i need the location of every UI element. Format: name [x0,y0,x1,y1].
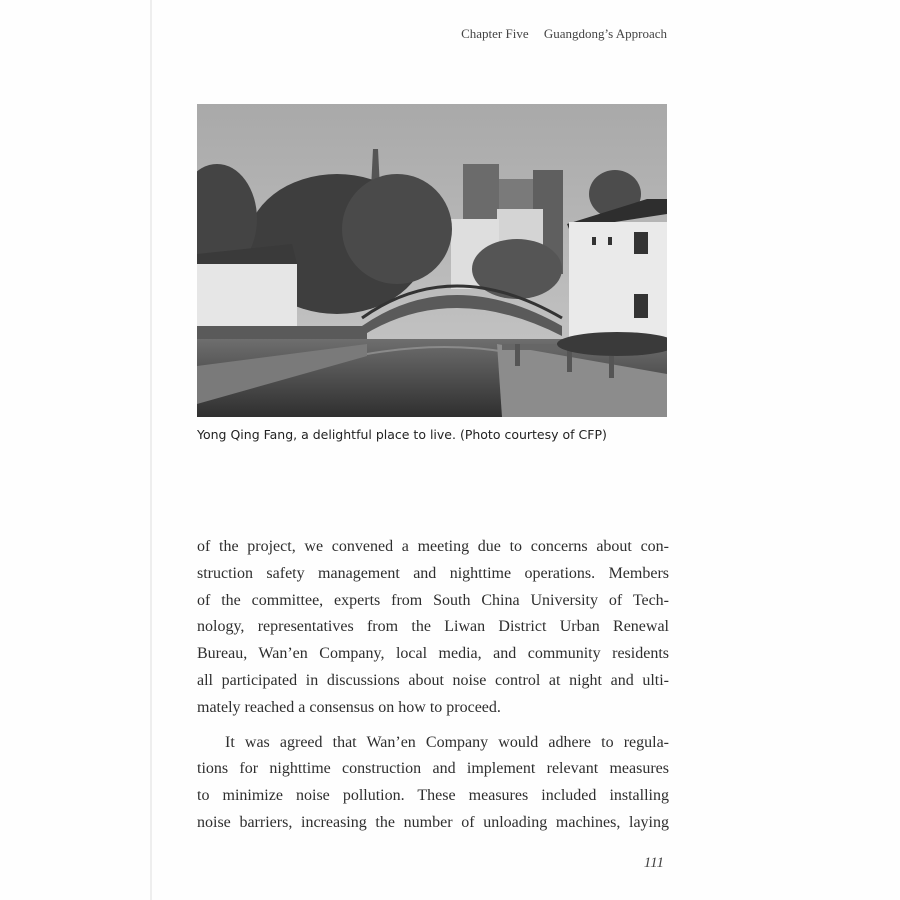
text-line: of the committee, experts from South China University of Tech- [197,591,669,609]
window [634,294,648,318]
body-text [197,534,669,837]
railing-post [567,350,572,372]
running-head-title: Guangdong’s Approach [543,26,667,41]
text-line: nology, representatives from the Liwan District Urban Renewal [197,618,669,636]
paragraph-2 [197,730,669,837]
white-wall [197,264,297,326]
text-line: noise barriers, increasing the number of unloading machines, laying [197,813,669,831]
paragraph-1 [197,534,669,722]
right-building [569,222,667,342]
text-line: It was agreed that Wan’en Company would adhere to regula- [225,733,669,751]
page-number: 111 [643,855,664,871]
text-line: of the project, we convened a meeting due to concerns about con- [197,538,669,555]
figure-caption: Yong Qing Fang, a delightful place to live. (Photo courtesy of CFP) [197,427,607,442]
text-line: Bureau, Wan’en Company, local media, and community residents [197,645,669,663]
running-head-chapter: Chapter Five [461,26,529,41]
page-gutter [150,0,152,900]
text-line: to minimize noise pollution. These measures included installing [197,787,669,805]
window [608,237,612,245]
railing-post [515,344,520,366]
tree [342,174,452,284]
photo-illustration [197,104,667,417]
running-head [461,26,667,42]
text-line: tions for nighttime construction and implement relevant measures [197,760,669,778]
text-line: all participated in discussions about noise control at night and ulti- [197,671,669,689]
railing-post [609,356,614,378]
text-line: mately reached a consensus on how to proceed. [197,698,501,716]
window [634,232,648,254]
window [592,237,596,245]
canal-photo [197,104,667,417]
text-line: struction safety management and nighttime operations. Members [197,564,669,582]
